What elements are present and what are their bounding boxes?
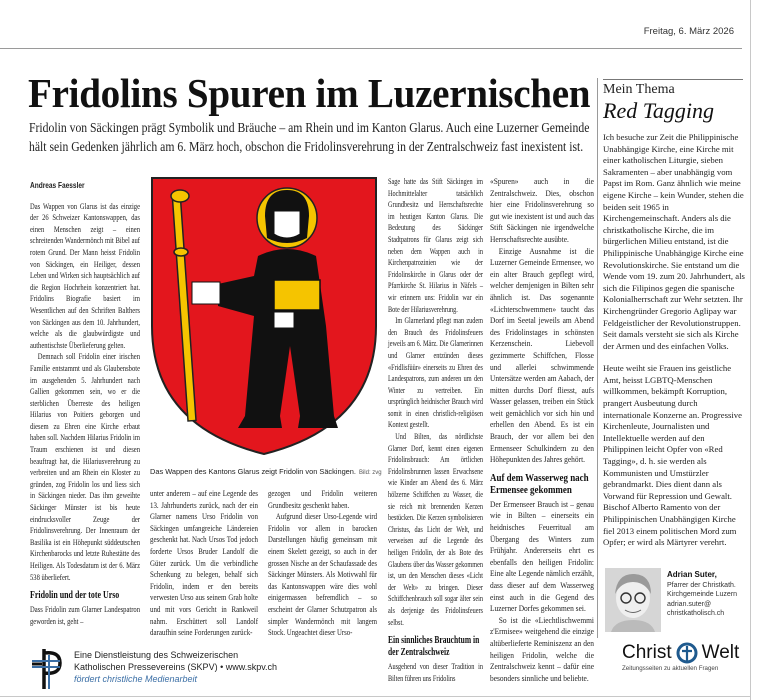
article-column-4 (388, 176, 483, 684)
skpv-footer (74, 649, 277, 685)
subheading: Ein sinnliches Brauchtum in der Zentralschweiz (388, 635, 480, 659)
article-column-1 (30, 180, 140, 627)
paragraph: unter anderem – auf eine Legende des 13. Jahrhunderts zurück, nach der ein Glarner namens Urso Fridolin von Säckingen umfangreiche Ländereien geschenkt hat. Nach Ursos Tod jedoch forderte Ursos Bruder Landolf die Güter zurück. Um die verbindliche Schenkung zu belegen, behalf sich Fridolin, indem er den bereits verwesten Urso aus seinem Grab holte und mit vors Gericht in Rankweil nahm. Erschüttert soll Landolf daraufhin seine Forderungen zurück- (150, 488, 258, 638)
image-caption (150, 467, 382, 476)
paragraph: So ist die «Liechtlischwemmi z'Ermisee» weitgehend die einzige altüberlieferte Reminiszenz an den heiligen Fridolin, welche die Zentralschweiz kennt – dafür eine besonders sinnliche und beliebte. (490, 614, 594, 683)
paragraph: Einzige Ausnahme ist die Luzerner Gemeinde Ermensee, wo ein alter Brauch gepflegt wird, welcher demjenigen in Bilten sehr ähnlich ist. Das sogenannte «Lichterschwemmen» taucht das Dorf im Seetal jeweils am Abend des Fridolinstages in schönsten Kerzenschein. Liebevoll gezimmerte Schiffchen, Flosse und allerlei schwimmende Untersätze werden am Aabach, der mitten durchs Dorf fliesst, aufs Wasser gelassen, treiben ein Stück weit gemächlich vor sich hin und erhellen den Abend. Es ist ein Brauch, der vor allem bei den Ermenseer Schulkindern zu den Höhepunkten des Jahres gehört. (490, 245, 594, 465)
image-credit: Bild: zvg (358, 470, 382, 476)
subheading: Auf dem Wasserweg nach Ermensee gekommen (490, 472, 589, 496)
cross-circle-icon (676, 642, 698, 664)
glarus-coat-of-arms-image (150, 176, 378, 456)
author-name: Adrian Suter, (667, 570, 717, 579)
paragraph: Demnach soll Fridolin einer irischen Familie entstammt und als Glaubensbote im ausgehenden 5. Jahrhundert nach Gallien gekommen sein, wo er die sterblichen Überreste des heiligen Hilarius von Poitiers geborgen und diesem zu Ehren eine Kirche erbaut haben soll. Nachdem Hilarius Fridolin im Traum erschienen ist und diesen beauftragt hat, die Hilariusverehrung zu verbreiten und am Rhein ein Kloster zu gründen, zog Fridolin los und liess sich in Säckingen nieder. Das ihm geweihte Säckinger Münster ist bis heute eindrucksvoller Zeuge der Fridolinsverehrung. Der Innenraum der Basilika ist ein Höhepunkt süddeutschen Kirchenbarocks und letzte Ruhestätte des Heiligen. Als Todesdatum ist der 6. März 538 überliefert. (30, 351, 140, 582)
footer-line-1: Eine Dienstleistung des Schweizerischen (74, 650, 239, 660)
logo-word-christ: Christ (622, 642, 672, 663)
paragraph: Aufgrund dieser Urso-Legende wird Fridolin vor allem in barocken Darstellungen häufig gemeinsam mit einem Skelett gezeigt, so auch in der grossen Nische an der Schaufassade des Säckinger Münsters. Als Motivwahl für das Kantonswappen wäre dies wohl einigermassen befremdlich – so erscheint der Glarner Schutzpatron als simpler Wandermönch mit langem Stock. Ungeachtet dieser Urso- (268, 511, 377, 638)
page-border-right (750, 0, 751, 700)
sidebar-body (603, 132, 745, 560)
author-photo (605, 568, 661, 632)
article-lead: Fridolin von Säckingen prägt Symbolik und Bräuche – am Rhein und im Kanton Glarus. Auch eine Luzerner Gemeinde hält sein Gedenken jährlich am 6. März hoch, obschon die Fridolinsverehrung in der Zentralschweiz fast inexistent ist. (29, 120, 590, 154)
paragraph: Im Glarnerland pflegt man zudem den Brauch des Fridolinsfeuers jeweils am 6. März. Die Glarnerinnen und Glarner entzünden dieses «Fridlisfüür» einerseits zu Ehren des Landespatrons, zum anderen um den Winter zu vertreiben. Ein ursprünglich heidnischer Brauch wird somit in einen christlich-religiösen Kontext gestellt. (388, 315, 483, 430)
paragraph: Ausgehend von dieser Tradition in Bilten führen uns Fridolins (388, 661, 483, 683)
logo-tagline: Zeitungsseiten zu aktuellen Fragen (622, 665, 719, 672)
paragraph: «Spuren» auch in die Zentralschweiz. Dies, obschon hier eine Fridolinsverehrung so gut wie inexistent ist und auch das Stift Säckingen nie irgendwelche Herrschaftsrechte ausübte. (490, 176, 594, 244)
sidebar-divider (597, 78, 598, 638)
byline: Andreas Faessler (30, 180, 85, 190)
article-column-3 (268, 488, 377, 639)
header-rule (0, 48, 742, 49)
paragraph: Das Wappen von Glarus ist das einzige der 26 Schweizer Kantonswappen, das einen Menschen zeigt – einen schreitenden Wandermönch mit Bibel auf rotem Grund. Der Mann heisst Fridolin von Säckingen, ein Heiliger, dessen Leben und Wirken sich hauptsächlich auf die Region Hochrhein konzentriert hat. Fridolins Biografie basiert im Wesentlichen auf den Schriften Balthers von Säckingen aus dem 10. Jahrhundert, welche als die glaubwürdigste und authentischste Überlieferung gelten. (30, 200, 140, 350)
author-email[interactable]: adrian.suter@ christkatholisch.ch (667, 600, 725, 618)
subheading: Fridolin und der tote Urso (30, 590, 120, 602)
logo-word-welt: Welt (701, 642, 740, 663)
caption-text: Das Wappen des Kantons Glarus zeigt Fridolin von Säckingen. (150, 467, 356, 476)
paragraph: gezogen und Fridolin weiteren Grundbesitz geschenkt haben. (268, 488, 377, 510)
footer-tagline (74, 673, 277, 685)
footer-line-2: Katholischen Pressevereins (SKPV) • www.skpv.ch (74, 662, 278, 672)
issue-date: Freitag, 6. März 2026 (643, 26, 734, 37)
sidebar-title: Red Tagging (603, 98, 715, 123)
paragraph: Und Bilten, das nördlichste Glarner Dorf, kennt einen eigenen Fridolinsbrauch: Am örtlichen Fridolinsbrunnen lassen Erwachsene wie Kinder am Abend des 6. März hölzerne Schiffchen zu Wasser, die sie reich mit brennenden Kerzen bestücken. Die Kerzen symbolisieren Christus, das Licht der Welt, und verweisen auf die Legende des heiligen Fridolin, der als Bote des Glaubens über das Wasser gekommen ist, um den Menschen dieses «Licht der Welt» zu bringen. Dieser Schiffchenbrauch soll sogar älter sein als derjenige des Fridolinsfeuers selbst. (388, 431, 483, 627)
paragraph: Der Ermenseer Brauch ist – genau wie in Bilten – einerseits ein heidnisches Feuerritual am Übergang des Winters zum Frühjahr. Andererseits ehrt es ebenfalls den heiligen Fridolin: Eine alte Legende nämlich erzählt, dass dieser auf dem Wasserweg einst auch in die Gegend des Luzerner Dorfes gekommen sei. (490, 498, 594, 614)
paragraph: Sage hatte das Stift Säckingen im Hochmittelalter tatsächlich Grundbesitz und Herrschaftsrechte im heutigen Kanton Glarus. Die Bedeutung des Säckinger Stadtpatrons für Glarus zeigt sich neben dem Wappen auch in Kirchenpatrozinien wie der Fridolinskirche in Glarus oder der Pfarrkirche St. Hilarius in Näfels – wir erinnern uns: Fridolin war ein Bote der Hilariusverehrung. (388, 176, 483, 314)
sidebar-paragraph: Ich besuche zur Zeit die Philippinische Unabhängige Kirche, eine Kirche mit einer katholischen Liturgie, sieben Sakramenten – aber unabhängig vom Papst im Rom. Ganz ähnlich wie meine eigene Kirche – kein Wunder, stehen die beiden seit 1965 in Kirchengemeinschaft. Anders als die christkatholische Kirche, die im bürgerlichen Milieu entstand, ist die Philippinische Unabhängige Kirche eine Revolutionskirche. Sie entstand um die Wende vom 19. zum 20. Jahrhundert, als sich die Filipinos gegen die spanische Kolonialherrschaft zur Wehr setzten. Ihr Kirchengründer Gregorio Aglipay war Feldgeistlicher der Revolutionstruppen. Seit damals versteht sie sich als Kirche der Armen und des einfachen Volks. (603, 132, 745, 351)
article-column-5 (490, 176, 594, 684)
skpv-logo-icon (30, 645, 64, 689)
page-border-bottom (0, 696, 751, 697)
sidebar-paragraph: Heute weiht sie Frauen ins geistliche Amt, heisst LGBTQ-Menschen willkommen, bekämpft Korruption, prangert Ausbeutung durch internationale Konzerne an. Progressive Kirchenleute, Journalisten und Intellektuelle werden auf den Philippinen leicht Opfer von «Red Tagging», d. h. sie werden als Kommunisten und Umstürzler gebrandmarkt. Dies dient dann als Vorwand für Repression und Gewalt. Bischof Alberto Ramento von der Philippinischen Unabhängigen Kirche fiel 2013 einem politischen Mord zum Opfer; er wird als Märtyrer verehrt. (603, 363, 742, 548)
author-role: Pfarrer der Christkath. Kirchgemeinde Luzern (667, 581, 738, 599)
christ-welt-logo (622, 642, 742, 672)
sidebar-kicker: Mein Thema (603, 82, 675, 97)
paragraph: Dass Fridolin zum Glarner Landespatron geworden ist, geht – (30, 604, 140, 626)
sidebar-top-rule (603, 79, 743, 80)
author-info (667, 570, 749, 619)
article-title: Fridolins Spuren im Luzernischen (28, 70, 591, 116)
footer-tagline-text: fördert christliche Medienarbeit (74, 674, 198, 684)
article-column-2 (150, 488, 258, 639)
